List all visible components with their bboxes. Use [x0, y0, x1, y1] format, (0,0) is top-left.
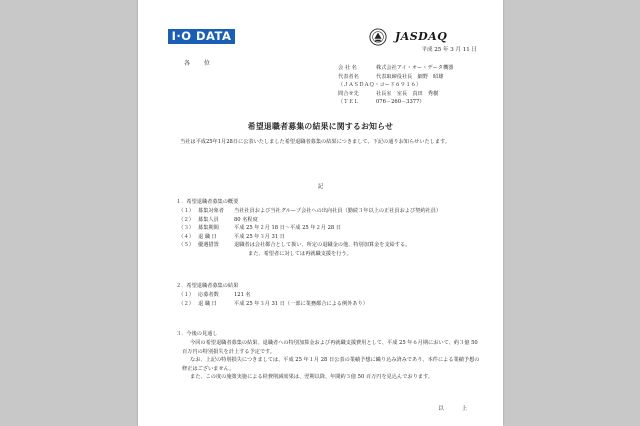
jasdaq-logo: JASDAQ — [395, 30, 448, 43]
closing-mark: 以 上 — [438, 406, 475, 412]
section-results — [176, 282, 483, 308]
section-overview — [176, 198, 483, 259]
list-item: （４） 退 職 日 平成 25 年３月 31 日 — [178, 233, 285, 240]
list-item: （２） 退 職 日 平成 25 年３月 31 日（一部に業務都合による例外あり） — [178, 300, 368, 307]
company-info-row: 代表者名 代表取締役社長 細野 昭雄 — [338, 73, 444, 80]
outlook-paragraph: 今回の希望退職者募集の結果、退職者への特別加算金および再就職支援費用として、平成 25 年６月期において、約３億 50 百万円の特別損失を計上する予定です。 — [182, 340, 478, 355]
company-info-row: （ＴＥＬ 076－260－3377） — [338, 99, 425, 106]
section-heading: １．希望退職者募集の概要 — [176, 199, 239, 205]
list-item: （１） 応募者数 121 名 — [178, 292, 251, 299]
section-heading: ２．希望退職者募集の結果 — [176, 283, 239, 289]
list-item: （５） 優遇措置 退職者は会社都合として扱い、所定の退職金の他、特別加算金を支給する。 — [178, 242, 411, 249]
document-date: 平成 25 年 3 月 11 日 — [421, 47, 477, 53]
iodata-logo: I·O DATA — [168, 29, 235, 44]
list-item: （３） 募集期間 平成 25 年２月 18 日～平成 25 年２月 28 日 — [178, 225, 342, 232]
outlook-paragraph: また、この度の施策実施による経費削減効果は、翌期以降、年間約３億 50 百万円を見込んでおります。 — [190, 374, 433, 381]
outlook-paragraph: なお、上記の特別損失につきましては、平成 25 年１月 28 日公表の業績予想に織り込み済みであり、本件による業績予想の修正はございません。 — [182, 357, 480, 372]
ki-marker: 記 — [317, 184, 324, 190]
addressee: 各 位 — [184, 60, 216, 67]
jasdaq-seal-icon — [369, 28, 387, 46]
list-item-continuation: また、希望者に対しては再就職支援を行う。 — [248, 251, 352, 258]
company-info-row: （ＪＡＳＤＡＱ・コード６９１６） — [338, 82, 422, 89]
section-outlook — [176, 330, 483, 382]
intro-paragraph: 当社は平成25年1月28日に公表いたしました希望退職者募集の結果につきまして、下記の通りお知らせいたします。 — [180, 139, 450, 145]
company-info-row: 問合せ先 社長室 室長 真田 秀樹 — [338, 90, 439, 97]
section-heading: ３．今後の見通し — [176, 331, 218, 337]
document-page — [138, 0, 503, 426]
company-info — [338, 64, 453, 107]
document-title: 希望退職者募集の結果に関するお知らせ — [247, 122, 394, 131]
list-item: （２） 募集人員 80 名程度 — [178, 216, 258, 223]
company-info-row: 会 社 名 株式会社アイ・オー・データ機器 — [338, 65, 454, 71]
list-item: （１） 募集対象者 当社社員および当社グループ会社への出向社員（勤続３年以上の正社員および契約社員） — [178, 208, 442, 215]
